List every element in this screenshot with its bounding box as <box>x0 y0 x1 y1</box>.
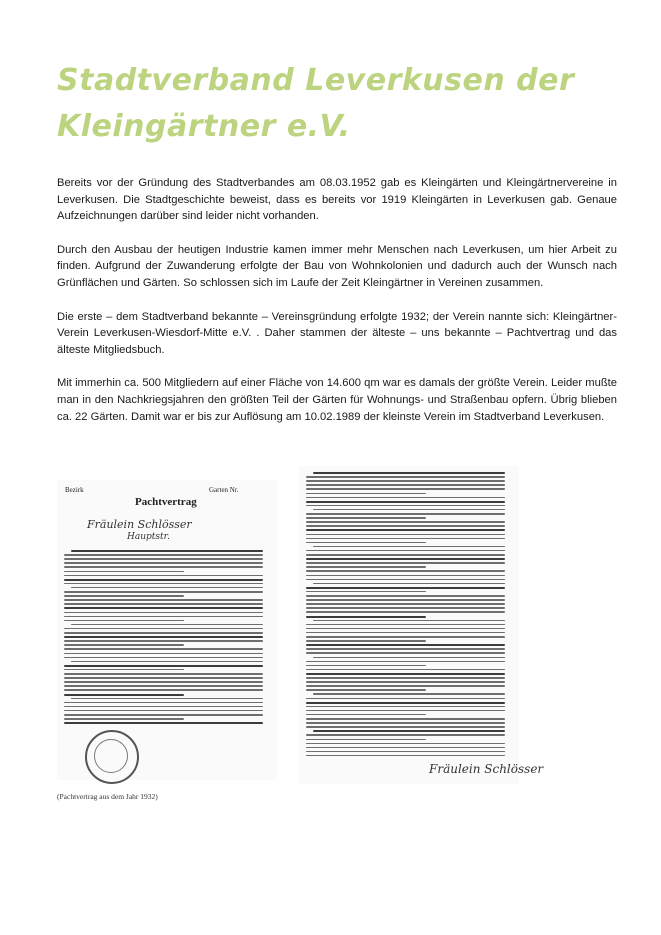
scanned-text-line <box>64 558 263 560</box>
scanned-text-line <box>306 493 426 495</box>
scanned-text-line <box>64 616 263 618</box>
scanned-text-line <box>64 689 263 691</box>
scanned-text-line <box>306 755 505 757</box>
scanned-text-line <box>64 566 263 568</box>
contract-page-right <box>299 466 544 784</box>
lease-contract-scan <box>57 466 544 784</box>
page-title <box>57 58 617 150</box>
scanned-text-line <box>64 599 263 601</box>
scanned-text-line <box>306 628 505 630</box>
handwritten-name: Fräulein Schlösser <box>87 518 192 531</box>
scanned-text-line <box>306 648 505 650</box>
scanned-text-line <box>313 657 505 659</box>
scanned-text-line <box>64 571 184 573</box>
handwritten-signature: Fräulein Schlösser <box>429 762 544 776</box>
label-garten-nr: Garten Nr. <box>209 486 239 494</box>
scanned-text-line <box>306 480 505 482</box>
scanned-text-line <box>306 579 505 581</box>
scanned-text-line <box>306 652 505 654</box>
paragraph-3: Die erste – dem Stadtverband bekannte – Vereinsgründung erfolgte 1932; der Verein nannte sich: Kleingärtner-Verein Leverkusen-Wiesdorf-Mitte e.V. . Daher stammen der älteste – uns bekannte – Pachtvertrag und das älteste Mitgliedsbuch. <box>57 310 617 356</box>
scanned-text-line <box>313 472 505 474</box>
scanned-text-line <box>313 583 505 585</box>
scanned-text-line <box>306 661 505 663</box>
scanned-text-line <box>71 587 263 589</box>
scanned-text-line <box>64 665 263 667</box>
scanned-text-line <box>306 673 505 675</box>
scanned-text-line <box>306 632 505 634</box>
scanned-text-line <box>306 562 505 564</box>
scanned-text-line <box>306 497 505 499</box>
page-title-line-1: Stadtverband Leverkusen der <box>57 63 575 98</box>
scanned-text-line <box>306 714 426 716</box>
scanned-text-line <box>313 730 505 732</box>
scanned-text-line <box>64 722 263 724</box>
scanned-text-line <box>64 677 263 679</box>
scanned-text-line <box>306 587 505 589</box>
scanned-text-line <box>64 636 263 638</box>
scanned-text-line <box>306 681 505 683</box>
scanned-text-line <box>64 718 184 720</box>
scanned-text-line <box>313 620 505 622</box>
scanned-text-line <box>306 702 505 704</box>
scanned-text-line <box>306 607 505 609</box>
scanned-text-line <box>306 636 505 638</box>
scanned-text-line <box>64 554 263 556</box>
contract-page-left <box>57 480 277 780</box>
scanned-text-line <box>64 632 263 634</box>
scanned-text-line <box>64 575 263 577</box>
scanned-text-line <box>64 673 263 675</box>
scanned-text-line <box>306 685 505 687</box>
scanned-text-line <box>313 546 505 548</box>
paragraph-4: Mit immerhin ca. 500 Mitgliedern auf einer Fläche von 14.600 qm war es damals der größte Verein. Leider mußte man in den Nachkriegsjahren den größten Teil der Gärten für Wohnungs- und Straßenbau opfern. Übrig blieben ca. 22 Gärten. Damit war er bis zur Auflösung am 10.02.1989 der kleinste Verein im Stadtverband Leverkusen. <box>57 377 617 423</box>
scanned-text-line <box>64 685 263 687</box>
scanned-text-line <box>306 611 505 613</box>
paragraph-2: Durch den Ausbau der heutigen Industrie kamen immer mehr Menschen nach Leverkusen, um hier Arbeit zu finden. Aufgrund der Zuwanderung erfolgte der Bau von Wohnkolonien und dadurch auch der Wunsch nach Grünflächen und Gärten. So schlossen sich im Laufe der Zeit Kleingärtner in Vereinen zusammen. <box>57 243 617 289</box>
scanned-text-line <box>306 550 505 552</box>
scanned-text-line <box>64 681 263 683</box>
scanned-text-line <box>64 603 263 605</box>
scanned-text-line <box>306 739 426 741</box>
scanned-text-line <box>306 534 505 536</box>
scanned-text-line <box>64 653 263 655</box>
seal-stamp <box>85 730 139 784</box>
scanned-text-line <box>306 751 505 753</box>
scanned-text-line <box>71 624 263 626</box>
scanned-text-line <box>306 476 505 478</box>
article-body <box>57 175 617 442</box>
scanned-text-line <box>306 743 505 745</box>
scanned-text-line <box>306 624 505 626</box>
scanned-text-line <box>306 710 505 712</box>
contract-heading: Pachtvertrag <box>135 496 197 508</box>
scanned-text-line <box>306 517 426 519</box>
scanned-text-line <box>64 644 184 646</box>
scanned-text-line <box>71 661 263 663</box>
scanned-text-line <box>64 657 263 659</box>
scanned-text-line <box>313 693 505 695</box>
scanned-text-line <box>306 718 505 720</box>
scanned-text-line <box>64 710 263 712</box>
scanned-text-line <box>306 501 505 503</box>
scanned-text-line <box>71 698 263 700</box>
scanned-text-line <box>64 694 184 696</box>
scanned-text-line <box>64 562 263 564</box>
scanned-text-line <box>306 726 505 728</box>
scanned-text-line <box>64 620 184 622</box>
scanned-text-line <box>306 747 505 749</box>
scanned-text-line <box>64 640 263 642</box>
scanned-text-line <box>64 612 263 614</box>
scanned-text-line <box>306 722 505 724</box>
scanned-text-line <box>306 488 505 490</box>
scanned-text-line <box>306 689 426 691</box>
scanned-text-line <box>306 484 505 486</box>
scanned-text-line <box>306 669 505 671</box>
scanned-text-line <box>71 550 263 552</box>
scanned-text-line <box>306 542 426 544</box>
scanned-text-line <box>64 591 263 593</box>
scanned-text-line <box>306 677 505 679</box>
scanned-text-line <box>306 644 505 646</box>
scanned-text-line <box>64 583 263 585</box>
scanned-text-line <box>306 570 505 572</box>
scanned-text-line <box>306 554 505 556</box>
scanned-text-line <box>306 665 426 667</box>
scanned-text-line <box>64 714 263 716</box>
image-caption: (Pachtvertrag aus dem Jahr 1932) <box>57 792 158 801</box>
scanned-text-line <box>64 595 184 597</box>
scanned-text-line <box>64 607 263 609</box>
scanned-text-line <box>306 599 505 601</box>
scanned-text-line <box>64 579 263 581</box>
scanned-text-line <box>306 566 426 568</box>
scanned-text-line <box>64 669 184 671</box>
scanned-text-line <box>306 575 505 577</box>
scanned-text-line <box>306 640 426 642</box>
scanned-text-line <box>306 521 505 523</box>
scanned-text-line <box>306 558 505 560</box>
scanned-text-line <box>306 706 505 708</box>
scanned-text-line <box>306 538 505 540</box>
scanned-text-line <box>64 706 263 708</box>
scanned-text-line <box>306 603 505 605</box>
scanned-text-line <box>313 509 505 511</box>
scanned-text-line <box>306 616 426 618</box>
scanned-text-line <box>306 591 426 593</box>
page-title-line-2: Kleingärtner e.V. <box>57 109 351 144</box>
scanned-text-line <box>306 513 505 515</box>
scanned-text-line <box>64 702 263 704</box>
scanned-text-line <box>306 698 505 700</box>
paragraph-1: Bereits vor der Gründung des Stadtverbandes am 08.03.1952 gab es Kleingärten und Kleingärtnervereine in Leverkusen. Die Stadtgeschichte beweist, dass es bereits vor 1919 Kleingärten in Leverkusen gab. Genaue Aufzeichnungen darüber sind leider nicht vorhanden. <box>57 177 617 223</box>
scanned-text-line <box>306 529 505 531</box>
scanned-text-line <box>306 525 505 527</box>
label-bezirk: Bezirk <box>65 486 84 494</box>
scanned-text-line <box>64 648 263 650</box>
scanned-text-line <box>306 595 505 597</box>
scanned-text-line <box>64 628 263 630</box>
scanned-text-line <box>306 734 505 736</box>
scanned-text-line <box>306 505 505 507</box>
handwritten-street: Hauptstr. <box>127 532 170 542</box>
